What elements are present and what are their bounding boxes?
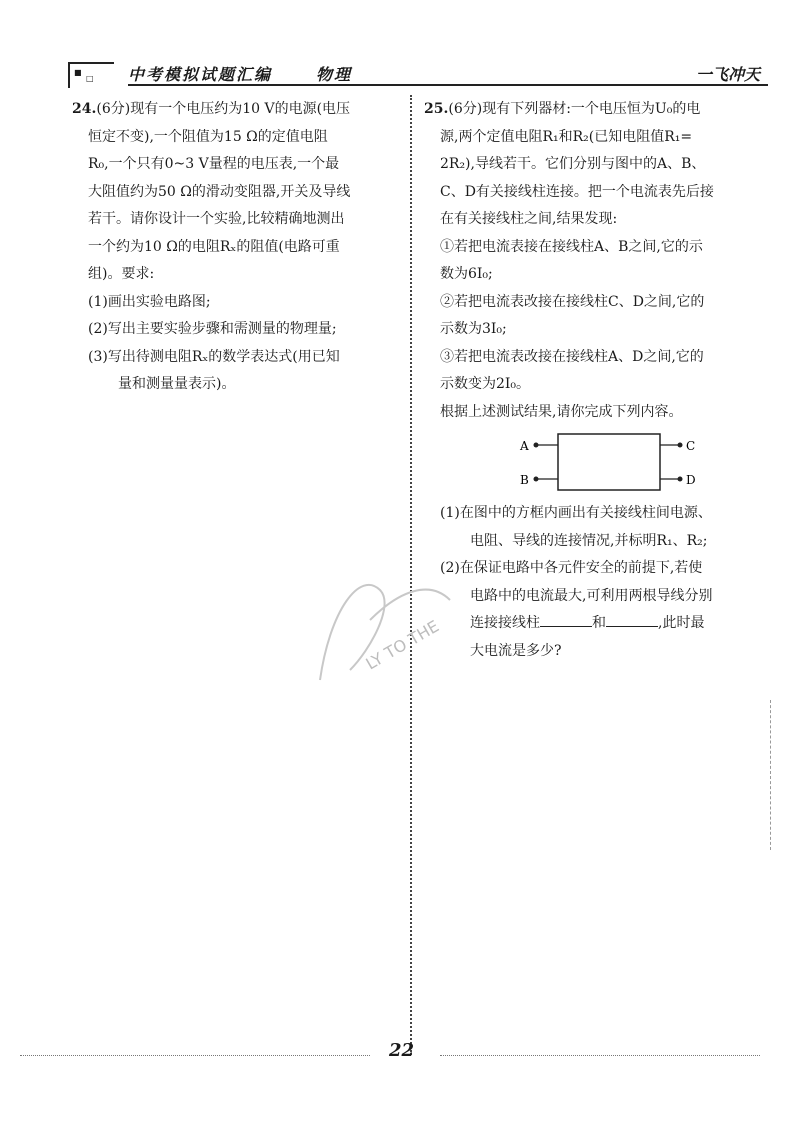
terminal-c-post — [678, 443, 683, 448]
header-rule — [128, 84, 768, 86]
terminal-b-label: B — [520, 473, 529, 487]
question-24 — [72, 96, 410, 399]
q25-line-10: ③若把电流表改接在接线柱A、D之间,它的 — [440, 348, 704, 365]
q25-item-1-cont: 电阻、导线的连接情况,并标明R₁、R₂; — [470, 532, 708, 549]
watermark-svg — [300, 530, 500, 710]
q24-item-2: (2)写出主要实验步骤和需测量的物理量; — [88, 321, 337, 337]
q24-item-1: (1)画出实验电路图; — [88, 293, 211, 310]
q25-line-9: 示数为3I₀; — [440, 321, 507, 337]
footer-rule-right — [440, 1055, 760, 1058]
watermark-text: LY TO THE — [362, 616, 443, 674]
right-edge-mark — [770, 700, 771, 850]
q24-number: 24. — [72, 101, 97, 117]
q25-number: 25. — [424, 101, 449, 117]
q25-blank-line: 连接接线柱 和 ,此时最 — [424, 610, 760, 638]
header-logo: ■ □ — [68, 62, 114, 88]
terminal-c-label: C — [686, 439, 696, 453]
terminal-box-diagram — [424, 430, 760, 496]
terminal-d-post — [678, 477, 683, 482]
footer-rule-left — [20, 1055, 370, 1058]
header-title: 中考模拟试题汇编 — [128, 65, 273, 84]
q25-line-1: 25.(6分)现有下列器材:一个电压恒为U₀的电 — [424, 101, 701, 117]
header-subject: 物理 — [316, 65, 353, 84]
q25-item-2: (2)在保证电路中各元件安全的前提下,若使 — [440, 560, 703, 576]
page-number: 22 — [389, 1040, 415, 1061]
terminal-box — [558, 434, 660, 490]
q25-line-3: 2R₂),导线若干。它们分别与图中的A、B、 — [440, 156, 706, 172]
q25-line-8: ②若把电流表改接在接线柱C、D之间,它的 — [440, 293, 705, 310]
q24-line-7: 组)。要求: — [88, 266, 155, 282]
q25-last-line: 大电流是多少? — [470, 642, 562, 659]
q25-line-7: 数为6I₀; — [440, 266, 493, 282]
q25-item-2-cont: 电路中的电流最大,可利用两根导线分别 — [470, 587, 713, 604]
q25-line-11: 示数变为2I₀。 — [440, 376, 531, 392]
q25-line-2: 源,两个定值电阻R₁和R₂(已知电阻值R₁= — [440, 128, 693, 145]
terminal-a-label: A — [520, 439, 529, 453]
q24-line-4: 大阻值约为50 Ω的滑动变阻器,开关及导线 — [88, 183, 351, 200]
header-brand: 一飞冲天 — [695, 65, 760, 84]
watermark-stamp — [300, 530, 500, 710]
q25-line-5: 在有关接线柱之间,结果发现: — [440, 211, 618, 227]
q24-item-3-cont: 量和测量量表示)。 — [118, 376, 236, 392]
q24-line-1: 24.(6分)现有一个电压约为10 V的电源(电压 — [72, 101, 351, 117]
q24-line-5: 若干。请你设计一个实验,比较精确地测出 — [88, 211, 345, 227]
q25-line-4: C、D有关接线柱连接。把一个电流表先后接 — [440, 183, 714, 200]
answer-blank-2[interactable] — [606, 612, 658, 627]
terminal-b-post — [534, 477, 539, 482]
q25-item-1: (1)在图中的方框内画出有关接线柱间电源、 — [440, 505, 712, 521]
q25-line-6: ①若把电流表接在接线柱A、B之间,它的示 — [440, 238, 703, 255]
page-header — [68, 56, 768, 86]
terminal-d-label: D — [686, 473, 696, 487]
q25-line-12: 根据上述测试结果,请你完成下列内容。 — [440, 403, 683, 420]
answer-blank-1[interactable] — [540, 612, 592, 627]
q24-item-3: (3)写出待测电阻Rₓ的数学表达式(用已知 — [88, 348, 340, 365]
terminal-box-svg — [424, 430, 760, 496]
q24-line-6: 一个约为10 Ω的电阻Rₓ的阻值(电路可重 — [88, 238, 340, 255]
q24-line-2: 恒定不变),一个阻值为15 Ω的定值电阻 — [88, 128, 328, 145]
terminal-a-post — [534, 443, 539, 448]
q24-line-3: R₀,一个只有0~3 V量程的电压表,一个最 — [88, 156, 340, 172]
